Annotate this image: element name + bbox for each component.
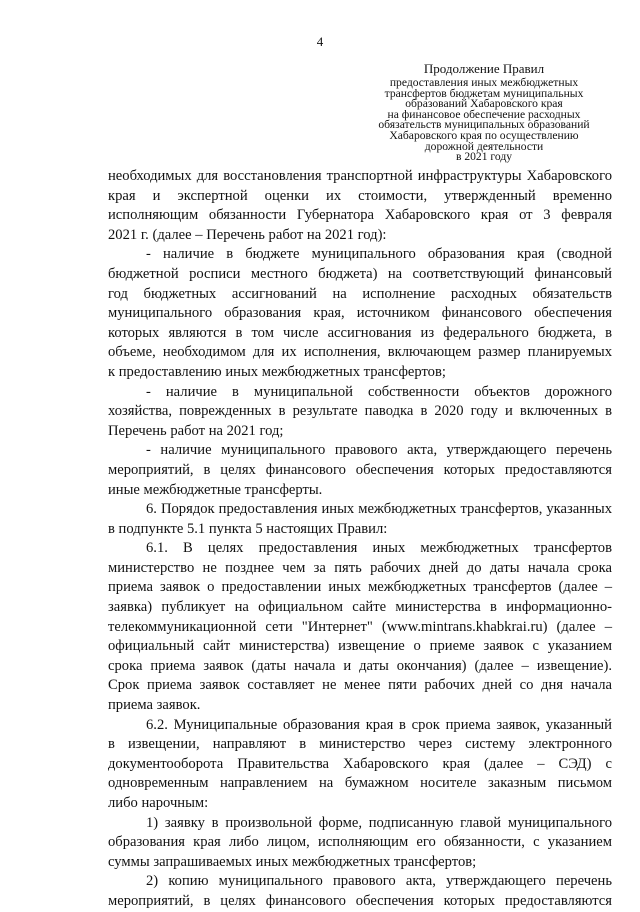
- body-line: Перечень работ на 2021 год;: [108, 422, 284, 439]
- body-line: хозяйства, поврежденных в результате паводка в 2020 году и включенных в: [108, 403, 612, 420]
- body-line: суммы запрашиваемых иных межбюджетных трансфертов;: [108, 853, 477, 870]
- header-continuation: Продолжение Правил: [423, 61, 545, 76]
- header-line: дорожной деятельности: [424, 139, 544, 153]
- body-line: которых являются в том числе ассигнования из федерального бюджета, в: [108, 324, 612, 341]
- body-line: муниципального образования края, источником финансового обеспечения: [108, 305, 612, 322]
- header-line: предоставления иных межбюджетных: [389, 76, 579, 89]
- body-line: телекоммуникационной сети "Интернет" (www.mintrans.khabkrai.ru) (далее –: [108, 618, 612, 635]
- body-line: края и экспертной оценки их стоимости, утвержденный временно: [108, 187, 612, 204]
- header-line: Хабаровского края по осуществлению: [389, 128, 579, 142]
- body-line: в извещении, направляют в министерство через систему электронного: [108, 736, 612, 753]
- header-line: обязательств муниципальных образований: [378, 118, 590, 132]
- body-line: - наличие муниципального правового акта, утверждающего перечень: [146, 442, 612, 459]
- body-line: одновременным направлением на бумажном носителе заказным письмом: [108, 775, 612, 792]
- body-line: министерство не позднее чем за пять рабочих дней до даты начала срока: [108, 559, 612, 576]
- body-line: 1) заявку в произвольной форме, подписанную главой муниципального: [146, 814, 612, 831]
- body-line: срока приема заявок (даты начала и даты окончания) (далее – извещение).: [108, 657, 612, 674]
- body-line: Срок приема заявок составляет не менее пяти рабочих дней со дня начала: [108, 677, 612, 694]
- header-line: образований Хабаровского края: [405, 97, 563, 111]
- body-line: приема заявок.: [108, 697, 201, 714]
- body-line: необходимых для восстановления транспортной инфраструктуры Хабаровского: [108, 168, 612, 184]
- body-line: в подпункте 5.1 пункта 5 настоящих Правил:: [108, 520, 388, 537]
- body-line: бюджетной росписи местного бюджета) на соответствующий финансовый: [108, 265, 612, 282]
- body-line: приема заявок о предоставлении иных межбюджетных трансфертов (далее –: [108, 579, 612, 596]
- header-line: в 2021 году: [455, 150, 513, 164]
- body-line: иные межбюджетные трансферты.: [108, 481, 323, 498]
- body-line: - наличие в муниципальной собственности объектов дорожного: [146, 383, 612, 400]
- header-line: трансфертов бюджетам муниципальных: [384, 86, 584, 100]
- body-line: - наличие в бюджете муниципального образования края (сводной: [146, 246, 612, 263]
- body-line: мероприятий, в целях финансового обеспечения которых предоставляются: [108, 892, 612, 909]
- body-line: 6.1. В целях предоставления иных межбюджетных трансфертов: [146, 540, 612, 557]
- body-line: 6. Порядок предоставления иных межбюджетных трансфертов, указанных: [146, 501, 612, 518]
- body-line: заявка) публикует на официальном сайте министерства в информационно-: [108, 599, 612, 616]
- body-line: объеме, необходимом для их исполнения, включающем размер планируемых: [108, 344, 612, 361]
- body-line: к предоставлению иных межбюджетных трансфертов;: [108, 363, 446, 380]
- header-line: на финансовое обеспечение расходных: [387, 107, 581, 121]
- body-line: либо нарочным:: [108, 795, 209, 811]
- body-line: мероприятий, в целях финансового обеспечения которых предоставляются: [108, 461, 612, 478]
- body-line: 6.2. Муниципальные образования края в срок приема заявок, указанный: [146, 716, 612, 733]
- document-header: [360, 62, 608, 163]
- body-line: год бюджетных ассигнований на исполнение расходных обязательств: [108, 285, 612, 302]
- body-line: образования края либо лицом, исполняющим его обязанности, с указанием: [108, 834, 612, 851]
- page-number: 4: [316, 34, 324, 49]
- body-line: 2021 г. (далее – Перечень работ на 2021 год):: [108, 226, 387, 243]
- body-line: исполняющим обязанности Губернатора Хабаровского края от 3 февраля: [108, 207, 612, 224]
- document-body: [108, 167, 612, 912]
- body-line: документооборота Правительства Хабаровского края (далее – СЭД) с: [108, 755, 612, 772]
- body-line: официальный сайт министерства) извещение о приеме заявок с указанием: [108, 638, 612, 655]
- body-line: 2) копию муниципального правового акта, утверждающего перечень: [146, 873, 612, 890]
